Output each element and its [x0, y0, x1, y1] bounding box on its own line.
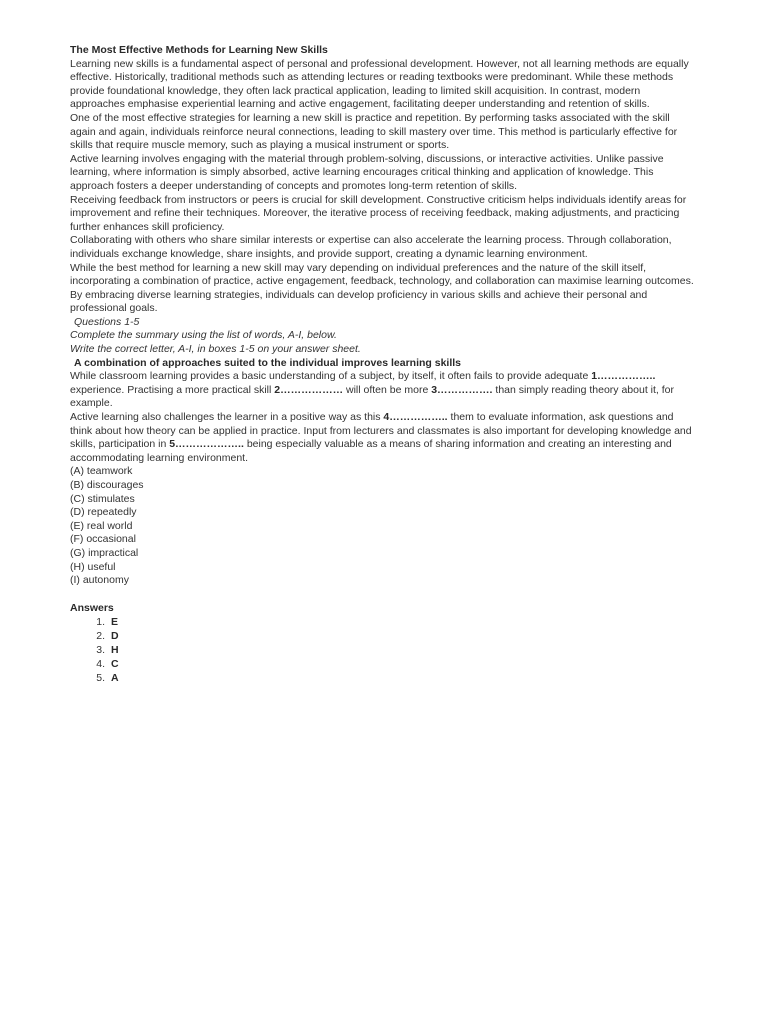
- answer-letter: A: [111, 672, 119, 685]
- word-option: (G) impractical: [70, 546, 139, 559]
- word-option: (C) stimulates: [70, 492, 135, 505]
- answer-letter: H: [111, 644, 119, 657]
- paragraph-active-learning: Active learning involves engaging with the material through problem-solving, discussions, or interactive activities. Unlike passive learning, where information is simply absorbed, active learning encourages critical thinking and application of knowledge. This approach fosters a deeper understanding of concepts and promotes long-term retention of skills.: [70, 152, 667, 192]
- summary-text: will often be more: [343, 383, 432, 396]
- blank-3: 3…………….: [431, 383, 493, 396]
- answer-item: [91, 629, 698, 643]
- blank-5: 5………………..: [169, 438, 244, 451]
- word-option: (H) useful: [70, 560, 116, 573]
- blank-1: 1……………..: [591, 370, 656, 383]
- questions-heading: Questions 1-5: [74, 315, 140, 328]
- questions-instruction-1: Complete the summary using the list of words, A-I, below.: [70, 329, 337, 342]
- answer-item: [91, 671, 698, 685]
- answer-letter: D: [111, 630, 119, 643]
- answers-heading: Answers: [70, 601, 114, 614]
- summary-text: them to evaluate information, ask questions and think about how theory can be applied in practice. Input from lecturers and classmates is also important for developing knowledge and skills, participation in: [70, 411, 695, 451]
- word-option: (B) discourages: [70, 479, 144, 491]
- answers-list: [70, 615, 698, 685]
- answer-item: [91, 615, 698, 629]
- blank-4: 4……………..: [383, 411, 448, 424]
- paragraph-feedback: Receiving feedback from instructors or peers is crucial for skill development. Constructive criticism helps individuals identify areas for improvement and refine their techniques. Moreover, the iterative process of receiving feedback, making adjustments, and practicing further enhances skill proficiency.: [70, 193, 690, 233]
- summary-text: being especially valuable as a means of sharing information and creating an interesting and accommodating learning environment.: [70, 438, 675, 464]
- paragraph-intro: Learning new skills is a fundamental aspect of personal and professional development. However, not all learning methods are equally effective. Historically, traditional methods such as attending lectures or reading textbooks were predominant. While these methods provide foundational knowledge, they often lack practical application, leading to limited skill acquisition. In contrast, modern approaches emphasise experiential learning and active engagement, facilitating deeper understanding and retention of skills.: [70, 57, 692, 111]
- word-option: (F) occasional: [70, 533, 136, 546]
- word-option: (I) autonomy: [70, 574, 129, 587]
- summary-text: Active learning also challenges the learner in a positive way as this: [70, 411, 384, 424]
- word-options-list: [70, 465, 698, 587]
- paragraph-practice: One of the most effective strategies for learning a new skill is practice and repetition. By performing tasks associated with the skill again and again, individuals reinforce neural connections, leading to skill mastery over time. This method is particularly effective for skills that require muscle memory, such as playing a musical instrument or sports.: [70, 111, 681, 152]
- answer-letter: E: [111, 616, 119, 629]
- word-option: (A) teamwork: [70, 465, 133, 478]
- summary-paragraph-2: [70, 411, 698, 465]
- answer-item: [91, 657, 698, 671]
- summary-text: experience. Practising a more practical skill: [70, 370, 659, 396]
- section-spacer: [70, 588, 698, 602]
- word-option: (D) repeatedly: [70, 506, 137, 519]
- answer-letter: C: [111, 658, 119, 671]
- answer-item: [91, 643, 698, 657]
- questions-instruction-2: Write the correct letter, A-I, in boxes 1-5 on your answer sheet.: [70, 343, 361, 356]
- summary-text: than simply reading theory about it, for example.: [70, 383, 677, 410]
- document-page: [70, 44, 698, 685]
- summary-paragraph-1: [70, 370, 698, 411]
- word-option: (E) real world: [70, 519, 133, 532]
- paragraph-conclusion: While the best method for learning a new skill may vary depending on individual preferences and the nature of the skill itself, incorporating a combination of practice, active engagement, feedback, technology, and collaboration can maximise learning outcomes. By embracing diverse learning strategies, individuals can develop proficiency in various skills and achieve their personal and professional goals.: [70, 261, 697, 315]
- blank-2: 2………………: [274, 383, 344, 396]
- paragraph-collaboration: Collaborating with others who share similar interests or expertise can also accelerate the learning process. Through collaboration, individuals exchange knowledge, share insights, and provide support, creating a dynamic learning environment.: [70, 234, 675, 260]
- summary-text: While classroom learning provides a basic understanding of a subject, by itself, it often fails to provide adequate: [70, 370, 592, 383]
- page-title: The Most Effective Methods for Learning New Skills: [70, 44, 328, 56]
- summary-title: A combination of approaches suited to the individual improves learning skills: [74, 356, 462, 369]
